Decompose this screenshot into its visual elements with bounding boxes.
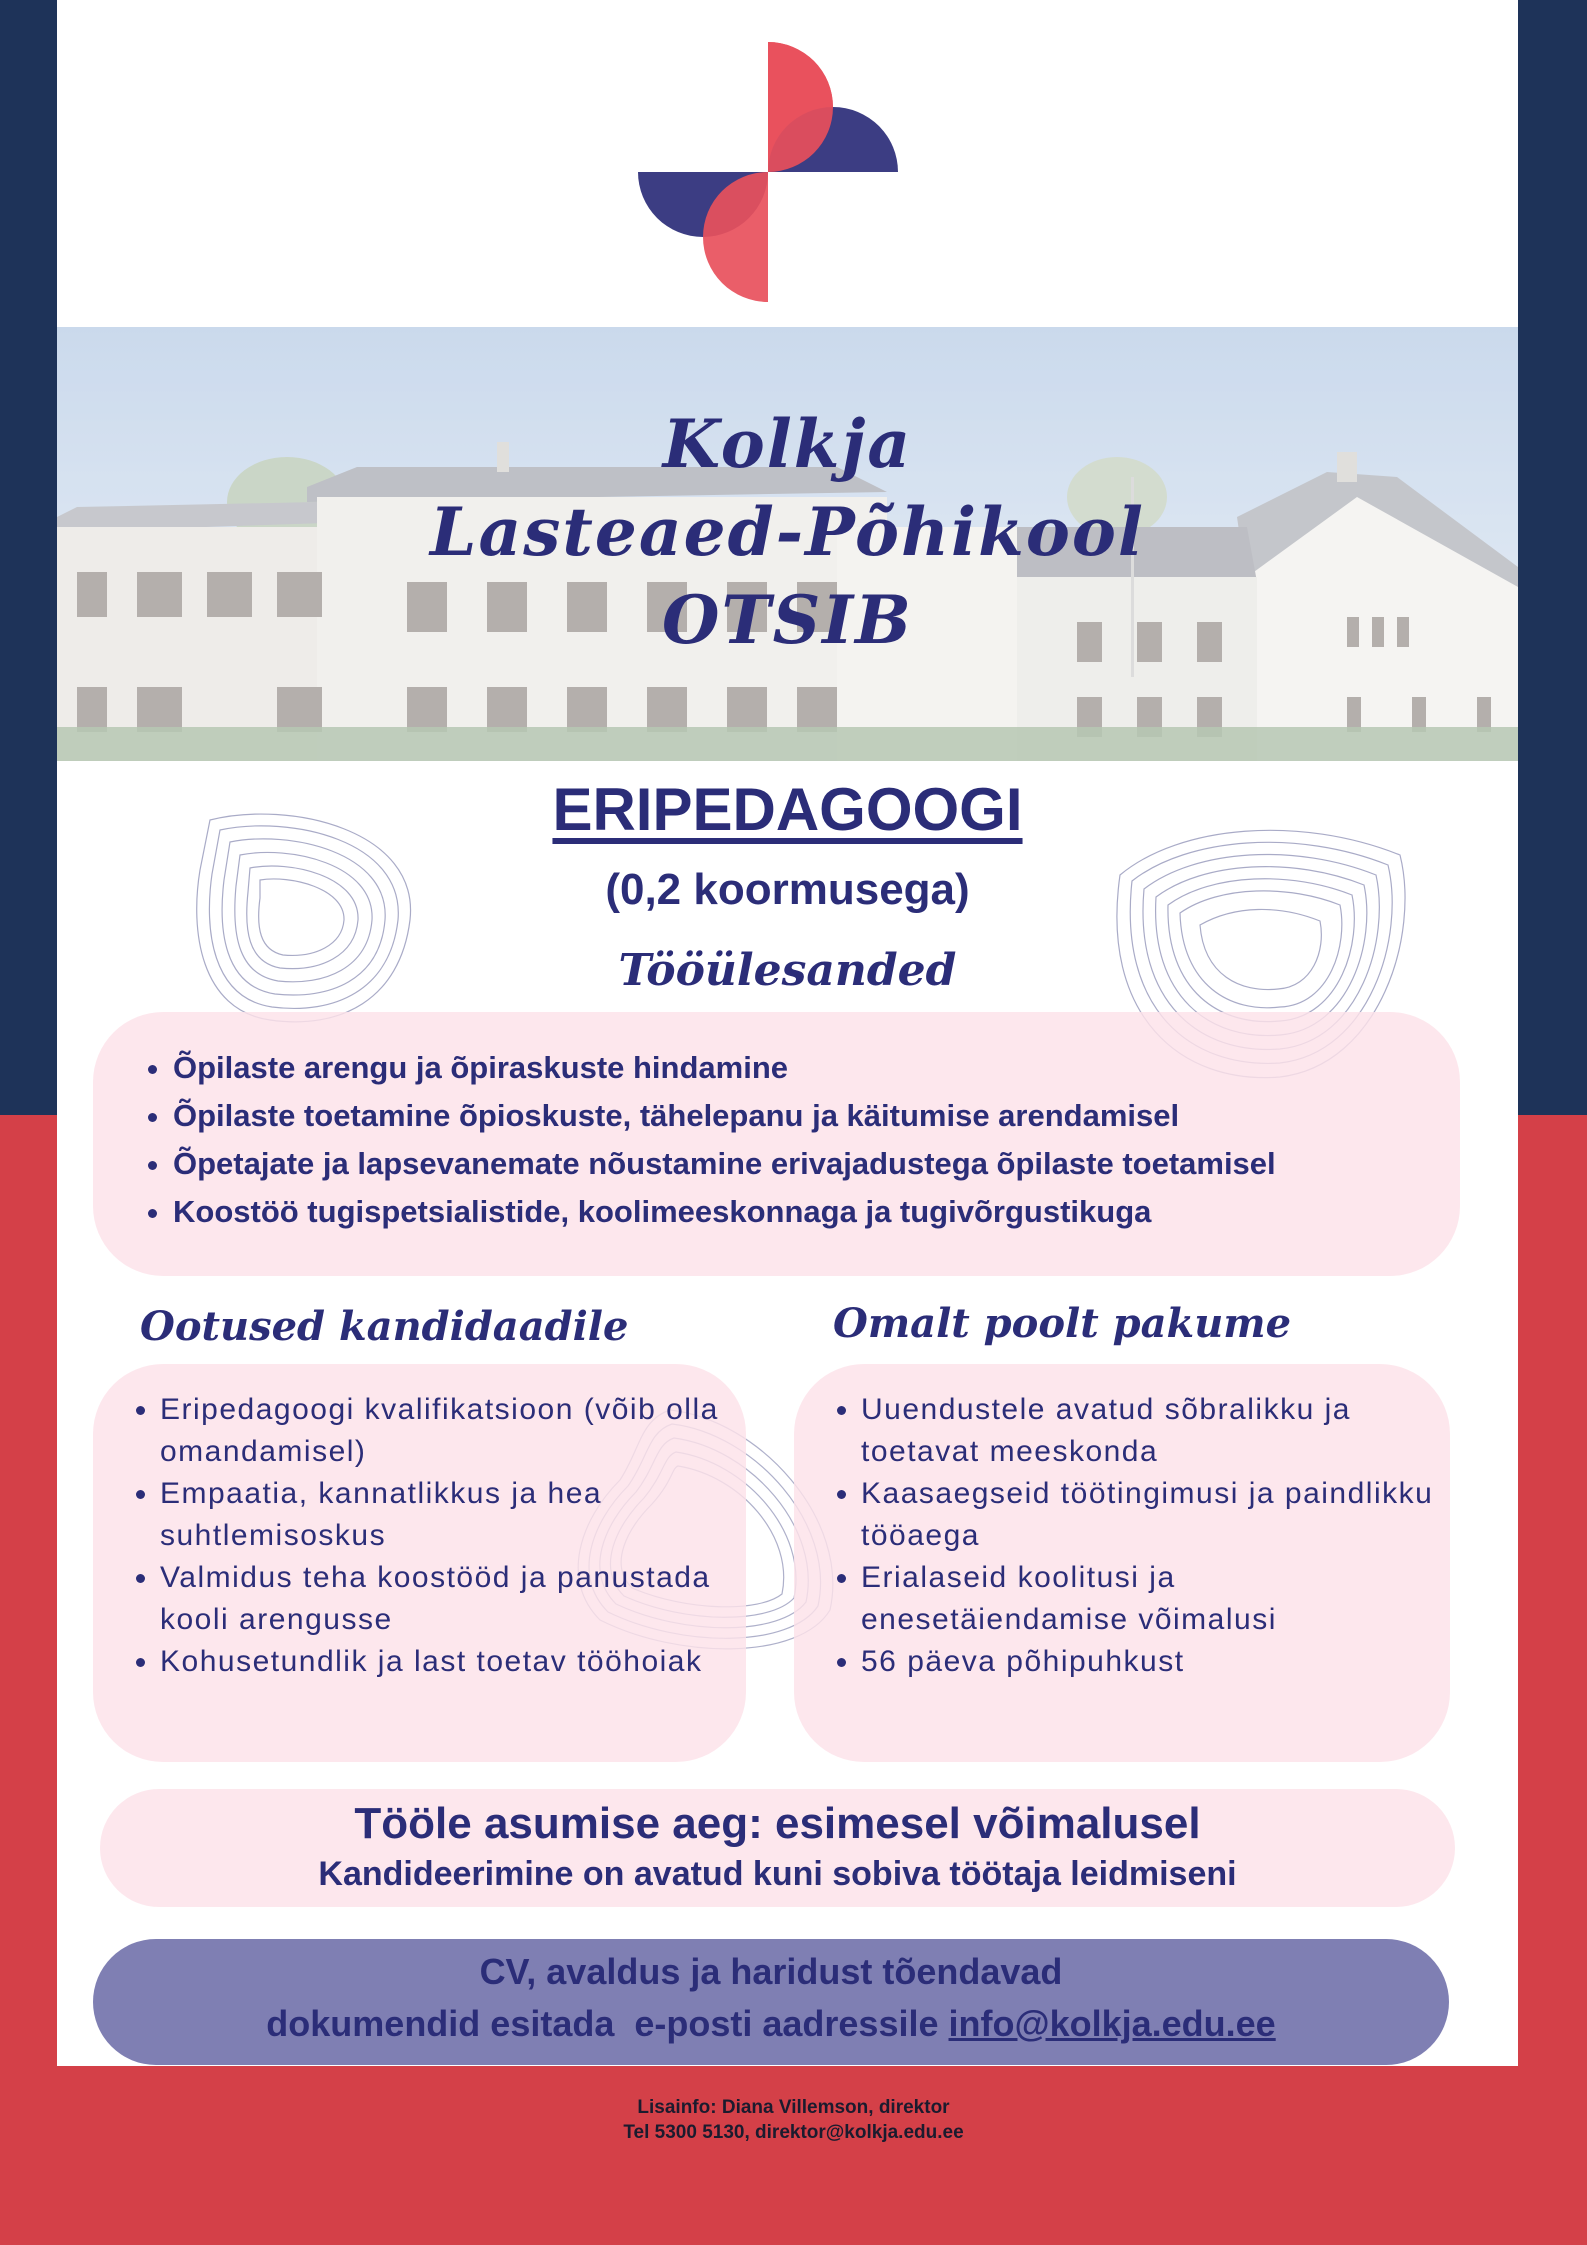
hero-line-school-type: Lasteaed-Põhikool (430, 493, 1145, 571)
application-email-prefix: dokumendid esitada e-posti aadressile (266, 2003, 949, 2044)
list-item: • 56 päeva põhipuhkust (861, 1641, 1451, 1683)
footer-contact (0, 2095, 1587, 2145)
list-item: • Eripedagoogi kvalifikatsioon (võib olla omandamisel) (160, 1389, 750, 1473)
job-load: (0,2 koormusega) (605, 865, 970, 914)
expectations-list (123, 1389, 750, 1683)
footer-contact-phone-email: Tel 5300 5130, direktor@kolkja.edu.ee (623, 2122, 964, 2143)
list-item: • Õpilaste arengu ja õpiraskuste hindamine (173, 1044, 1276, 1092)
list-item: • Kohusetundlik ja last toetav tööhoiak (160, 1641, 750, 1683)
footer-contact-person: Lisainfo: Diana Villemson, direktor (637, 2097, 950, 2118)
offer-heading: Omalt poolt pakume (833, 1300, 1292, 1347)
list-item: • Õpilaste toetamine õpioskuste, tähelepanu ja käitumise arendamisel (173, 1092, 1276, 1140)
duties-heading: Tööülesanded (618, 945, 957, 996)
hero-line-seeking: OTSIB (662, 581, 913, 659)
list-item: • Uuendustele avatud sõbralikku ja toetavat meeskonda (861, 1389, 1451, 1473)
offer-list (824, 1389, 1451, 1683)
expectations-heading: Ootused kandidaadile (140, 1303, 629, 1350)
start-date-text: Tööle asumise aeg: esimesel võimalusel (354, 1799, 1201, 1848)
duties-box (93, 1012, 1460, 1276)
hero-line-school-name: Kolkja (662, 405, 913, 483)
duties-list (128, 1044, 1276, 1236)
start-info-box (100, 1789, 1455, 1907)
application-open-text: Kandideerimine on avatud kuni sobiva töötaja leidmiseni (318, 1855, 1237, 1893)
offer-box (794, 1364, 1450, 1762)
list-item: • Empaatia, kannatlikkus ja hea suhtlemisoskus (160, 1473, 750, 1557)
list-item: • Õpetajate ja lapsevanemate nõustamine erivajadustega õpilaste toetamisel (173, 1140, 1276, 1188)
four-petal-logo-icon (633, 40, 903, 305)
list-item: • Kaasaegseid töötingimusi ja paindlikku tööaega (861, 1473, 1451, 1557)
list-item: • Erialaseid koolitusi ja enesetäiendamise võimalusi (861, 1557, 1451, 1641)
expectations-box (93, 1364, 746, 1762)
job-title: ERIPEDAGOOGI (552, 776, 1023, 843)
hero-title (57, 400, 1518, 664)
application-instructions-box (93, 1939, 1449, 2065)
list-item: • Valmidus teha koostööd ja panustada kooli arengusse (160, 1557, 750, 1641)
application-email-line (93, 2003, 1449, 2045)
list-item: • Koostöö tugispetsialistide, koolimeeskonnaga ja tugivõrgustikuga (173, 1188, 1276, 1236)
application-email-link[interactable]: info@kolkja.edu.ee (948, 2003, 1276, 2044)
application-documents-text: CV, avaldus ja haridust tõendavad (479, 1951, 1063, 1992)
